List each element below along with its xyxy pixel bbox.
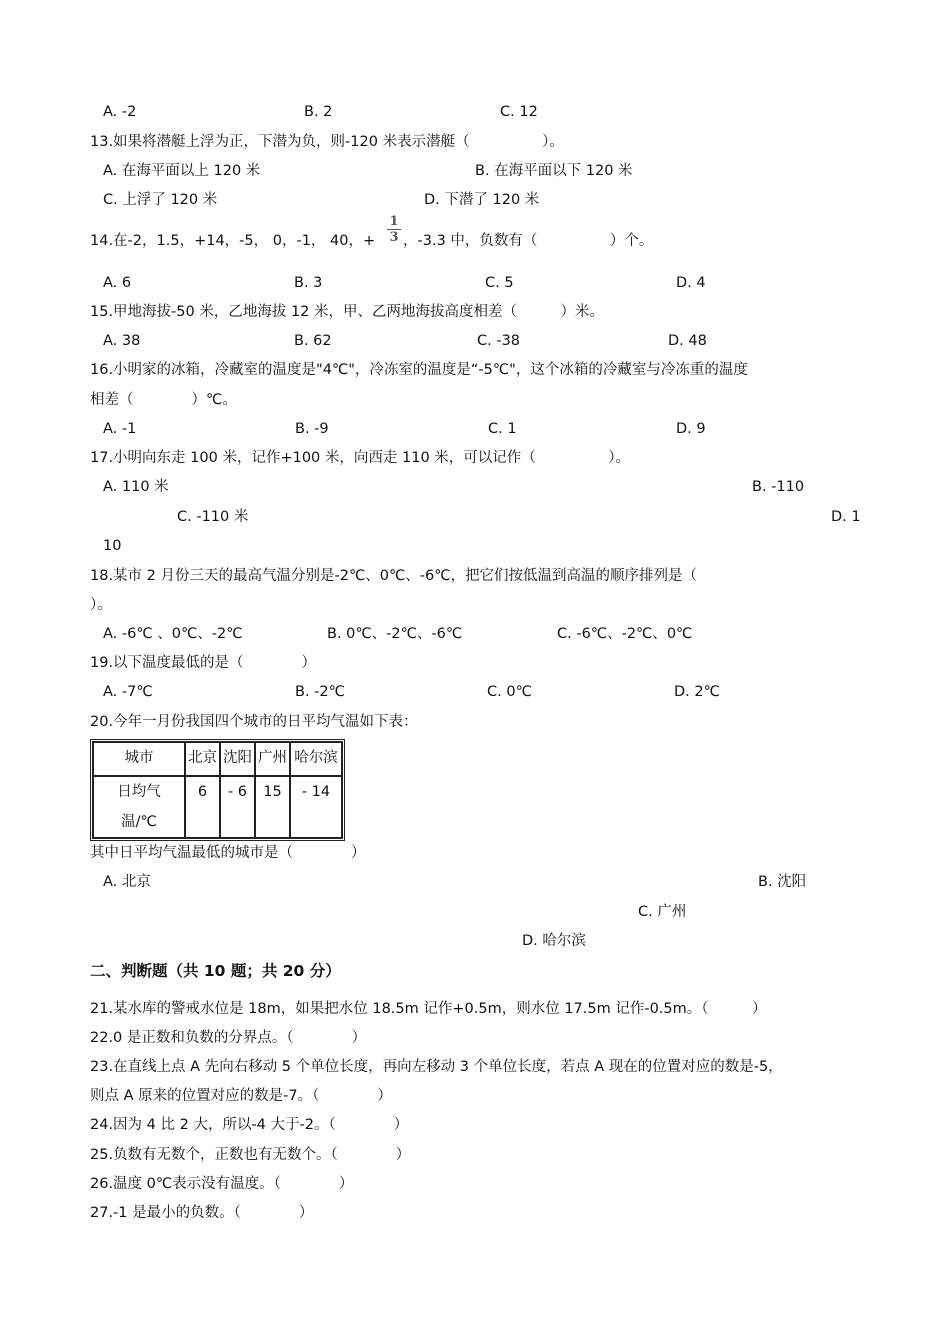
city-temperature-table — [90, 739, 345, 841]
q20-stem: 20.今年一月份我国四个城市的日平均气温如下表： — [90, 714, 418, 730]
row-label-line2: 温/℃ — [121, 814, 157, 830]
q14-fraction-numerator: 1 — [387, 215, 401, 230]
q13-option-b: B. 在海平面以下 120 米 — [475, 163, 633, 179]
q20-option-b: B. 沈阳 — [758, 874, 807, 890]
q25-statement: 25.负数有无数个，正数也有无数个。（ ） — [90, 1147, 411, 1163]
q15-stem: 15.甲地海拔-50 米，乙地海拔 12 米，甲、乙两地海拔高度相差（ ）米。 — [90, 304, 605, 320]
q13-option-a: A. 在海平面以上 120 米 — [103, 163, 261, 179]
q18-option-a: A. -6℃ 、0℃、-2℃ — [103, 626, 243, 642]
table-header-cell: 广州 — [255, 742, 290, 776]
q18-stem-line2: ）。 — [90, 597, 112, 613]
row-label-line1: 日均气 — [117, 784, 161, 800]
q17-stem: 17.小明向东走 100 米，记作+100 米，向西走 110 米，可以记作（ ）。 — [90, 450, 631, 466]
table-header-cell: 城市 — [93, 742, 185, 776]
q14-option-c: C. 5 — [485, 275, 514, 291]
q13-option-c: C. 上浮了 120 米 — [103, 192, 218, 208]
q23-statement-line2: 则点 A 原来的位置对应的数是-7。（ ） — [90, 1088, 392, 1104]
q22-statement: 22.0 是正数和负数的分界点。（ ） — [90, 1030, 367, 1046]
q15-option-c: C. -38 — [477, 333, 521, 349]
q14-stem-before: 14.在-2，1.5，+14，-5， 0，-1， 40，+ — [90, 233, 376, 249]
q13-option-d: D. 下潜了 120 米 — [424, 192, 540, 208]
q16-option-d: D. 9 — [676, 421, 706, 437]
q17-option-c: C. -110 米 — [177, 509, 249, 525]
q16-option-b: B. -9 — [295, 421, 329, 437]
q18-stem-line1: 18.某市 2 月份三天的最高气温分别是-2℃、0℃、-6℃，把它们按低温到高温的顺序排列是（ — [90, 568, 697, 584]
q14-option-d: D. 4 — [676, 275, 706, 291]
q19-option-c: C. 0℃ — [487, 684, 532, 700]
q14-stem-after: ，-3.3 中，负数有（ ）个。 — [403, 233, 654, 249]
q16-option-a: A. -1 — [103, 421, 137, 437]
table-row — [93, 776, 342, 838]
table-header-cell: 北京 — [185, 742, 220, 776]
q12-option-b: B. 2 — [304, 104, 333, 120]
table-row-label — [93, 776, 185, 838]
q16-option-c: C. 1 — [488, 421, 517, 437]
q14-fraction-denominator: 3 — [389, 230, 399, 245]
q20-option-a: A. 北京 — [103, 874, 151, 890]
q18-option-c: C. -6℃、-2℃、0℃ — [557, 626, 693, 642]
q14-option-b: B. 3 — [294, 275, 323, 291]
table-header-cell: 沈阳 — [220, 742, 255, 776]
q17-option-a: A. 110 米 — [103, 479, 169, 495]
q26-statement: 26.温度 0℃表示没有温度。（ ） — [90, 1176, 354, 1192]
section-heading: 二、判断题（共 10 题；共 20 分） — [90, 962, 341, 980]
q12-option-a: A. -2 — [103, 104, 137, 120]
q16-stem-line1: 16.小明家的冰箱，冷藏室的温度是"4℃"，冷冻室的温度是“-5℃"，这个冰箱的冷藏室与冷冻重的温度 — [90, 362, 748, 378]
table-cell: 15 — [255, 776, 290, 838]
q14-option-a: A. 6 — [103, 275, 132, 291]
q23-statement-line1: 23.在直线上点 A 先向右移动 5 个单位长度，再向左移动 3 个单位长度，若点 A 现在的位置对应的数是-5， — [90, 1059, 783, 1075]
q17-option-b: B. -110 — [752, 479, 805, 495]
table-header-cell: 哈尔滨 — [290, 742, 342, 776]
q21-statement: 21.某水库的警戒水位是 18m，如果把水位 18.5m 记作+0.5m，则水位 17.5m 记作-0.5m。（ ） — [90, 1001, 767, 1017]
q19-option-a: A. -7℃ — [103, 684, 153, 700]
q13-stem: 13.如果将潜艇上浮为正，下潜为负，则-120 米表示潜艇（ ）。 — [90, 134, 564, 150]
table-cell: - 6 — [220, 776, 255, 838]
q19-option-d: D. 2℃ — [674, 684, 720, 700]
table-cell: 6 — [185, 776, 220, 838]
q20-question: 其中日平均气温最低的城市是（ ） — [90, 845, 366, 861]
table-header-row — [93, 742, 342, 776]
q19-stem: 19.以下温度最低的是（ ） — [90, 655, 317, 671]
q18-option-b: B. 0℃、-2℃、-6℃ — [327, 626, 463, 642]
q24-statement: 24.因为 4 比 2 大，所以-4 大于-2。（ ） — [90, 1117, 409, 1133]
q12-option-c: C. 12 — [500, 104, 538, 120]
q15-option-a: A. 38 — [103, 333, 141, 349]
q15-option-d: D. 48 — [668, 333, 707, 349]
q19-option-b: B. -2℃ — [295, 684, 345, 700]
q20-option-c: C. 广州 — [638, 904, 687, 920]
q17-option-d: D. 1 — [831, 509, 861, 525]
q14-fraction — [387, 215, 401, 244]
q20-option-d: D. 哈尔滨 — [522, 933, 586, 949]
q17-option-d-wrap: 10 — [103, 538, 122, 554]
q15-option-b: B. 62 — [294, 333, 332, 349]
q27-statement: 27.-1 是最小的负数。（ ） — [90, 1205, 314, 1221]
table-cell: - 14 — [290, 776, 342, 838]
q16-stem-line2: 相差（ ）℃。 — [90, 392, 237, 408]
